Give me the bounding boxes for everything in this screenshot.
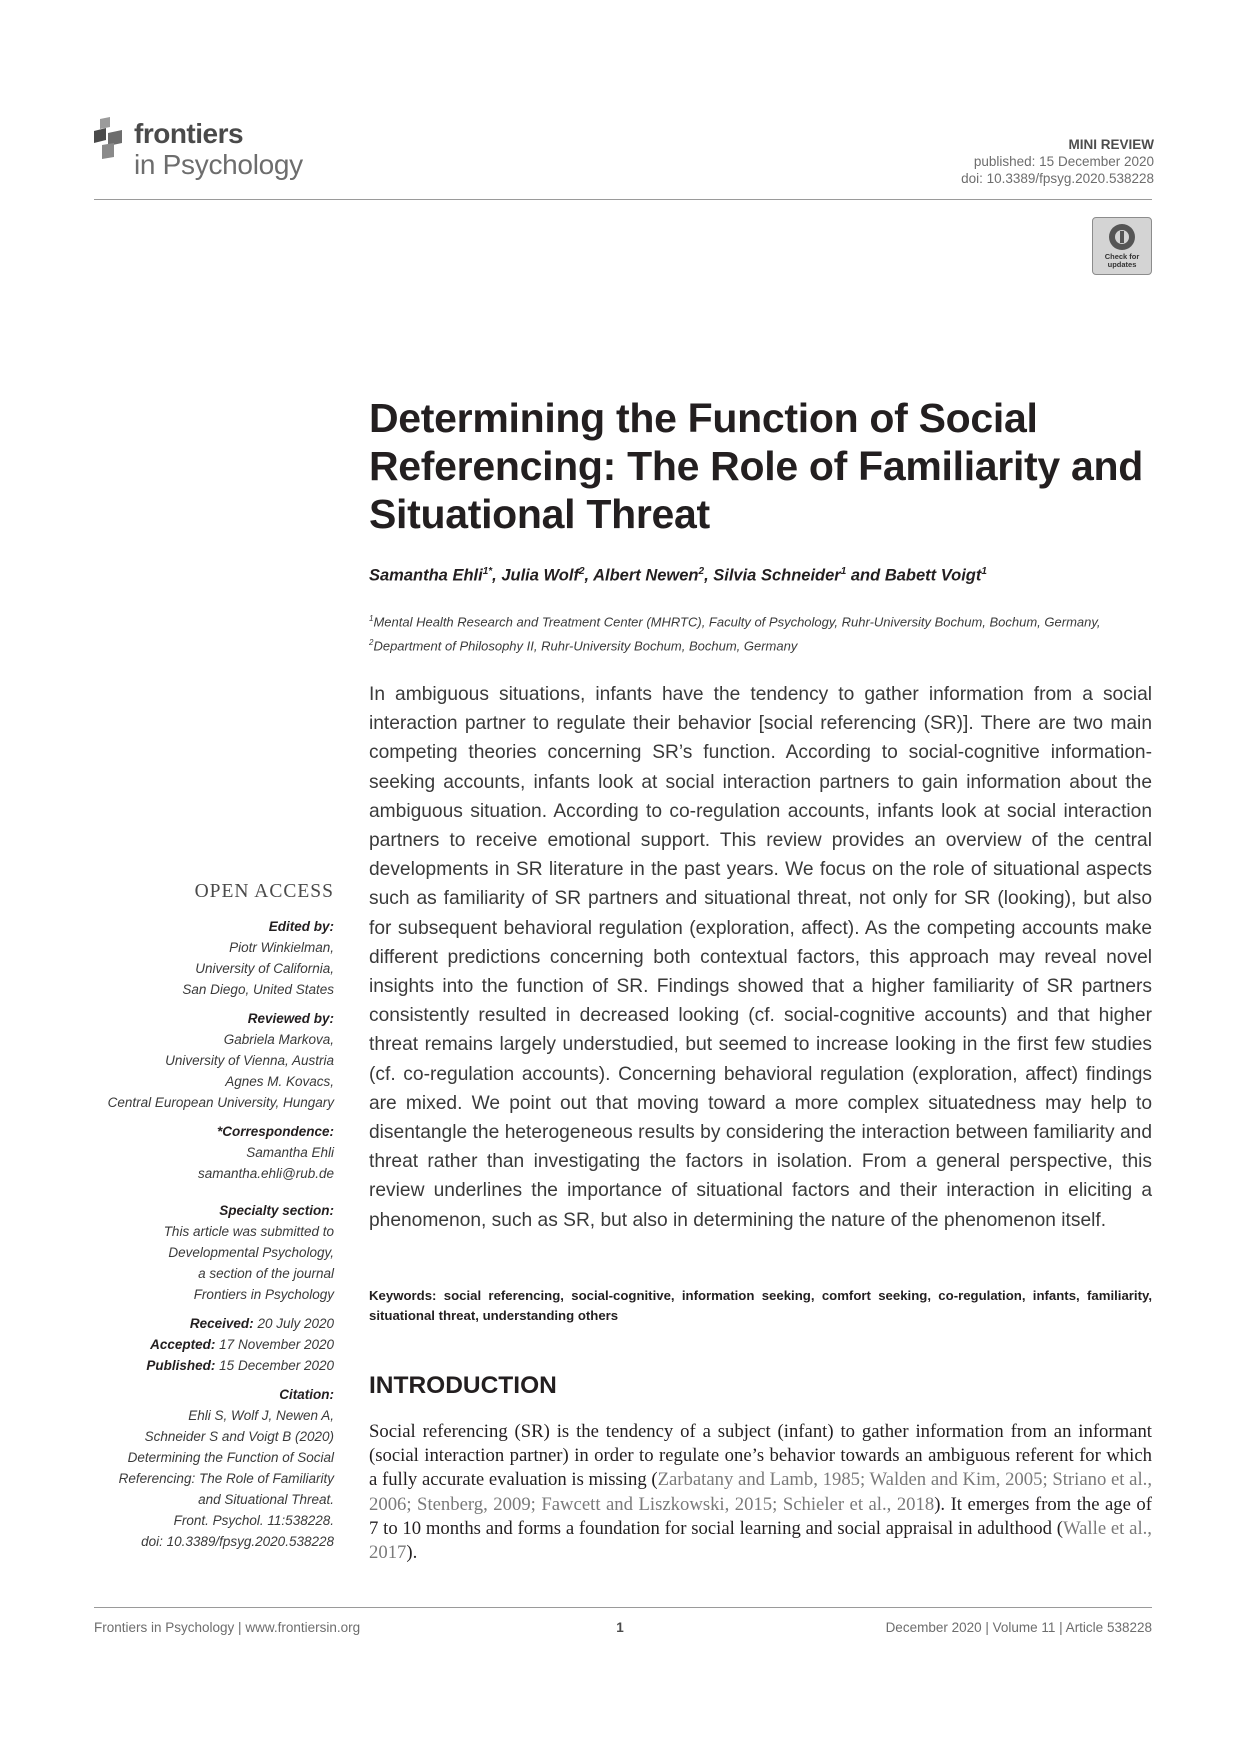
article-type: MINI REVIEW xyxy=(1068,137,1154,152)
author-affiliation-sup: 1* xyxy=(482,566,493,577)
received-value: 20 July 2020 xyxy=(253,1316,334,1331)
specialty-line: a section of the journal xyxy=(198,1266,334,1281)
section-heading-introduction: INTRODUCTION xyxy=(369,1372,557,1399)
intro-text: Social referencing (SR) is the tendency of a subject (infant) to gather information from an informant (social interaction partner) in order to regulate one’s behavior towards an ambiguous referent for which a fully accurate evaluation is missing ( xyxy=(369,1421,1152,1491)
citation-label: Citation: xyxy=(279,1387,334,1402)
author-separator: , xyxy=(704,566,714,585)
affiliation-1: Mental Health Research and Treatment Center (MHRTC), Faculty of Psychology, Ruhr-University Bochum, Bochum, Germany, xyxy=(373,614,1101,630)
citation-line: Schneider S and Voigt B (2020) xyxy=(144,1429,334,1444)
article-meta xyxy=(961,136,1154,187)
specialty-line: Frontiers in Psychology xyxy=(193,1287,334,1302)
footer-journal[interactable]: Frontiers in Psychology | www.frontiersin.org xyxy=(94,1620,361,1635)
open-access-label: OPEN ACCESS xyxy=(194,881,334,902)
check-updates-icon xyxy=(1107,222,1137,252)
specialty-line: This article was submitted to xyxy=(163,1224,334,1239)
footer-issue: December 2020 | Volume 11 | Article 538228 xyxy=(885,1620,1152,1635)
citation-line: Ehli S, Wolf J, Newen A, xyxy=(188,1408,334,1423)
citation-line: Determining the Function of Social xyxy=(127,1450,334,1465)
author-separator: , xyxy=(492,566,502,585)
correspondence-name: Samantha Ehli xyxy=(246,1145,334,1160)
author[interactable]: Albert Newen xyxy=(593,566,699,585)
author-affiliation-sup: 1 xyxy=(981,566,987,577)
citation-line: Referencing: The Role of Familiarity xyxy=(118,1471,334,1486)
citation-line: and Situational Threat. xyxy=(198,1492,334,1507)
article-title: Determining the Function of Social Referencing: The Role of Familiarity and Situational Threat xyxy=(369,395,1143,537)
author[interactable]: Silvia Schneider xyxy=(713,566,841,585)
published-label: Published: xyxy=(146,1358,216,1373)
published-value: 15 December 2020 xyxy=(215,1358,334,1373)
logo-text-journal: in Psychology xyxy=(134,149,303,180)
keywords: Keywords: social referencing, social-cognitive, information seeking, comfort seeking, co-regulation, infants, familiarity, situational threat, understanding others xyxy=(369,1288,1152,1323)
published-date-sidebar xyxy=(90,1355,334,1376)
received-label: Received: xyxy=(189,1316,254,1331)
reviewer-line: Gabriela Markova, xyxy=(223,1032,334,1047)
author-affiliation-sup: 1 xyxy=(840,566,847,577)
frontiers-logo-icon xyxy=(94,117,128,159)
header-divider xyxy=(94,199,1152,200)
author-separator: , xyxy=(584,566,594,585)
author-separator: and xyxy=(846,566,885,585)
specialty-section-label: Specialty section: xyxy=(219,1203,334,1218)
check-updates-label: Check for updates xyxy=(1104,252,1140,269)
correspondence-email[interactable]: samantha.ehli@rub.de xyxy=(197,1166,334,1181)
citation-link[interactable]: Walle et al., 2017 xyxy=(369,1517,1152,1564)
introduction-paragraph xyxy=(369,1420,1152,1565)
logo-text-frontiers: frontiers xyxy=(134,118,244,149)
journal-logo[interactable] xyxy=(94,117,334,193)
affiliations xyxy=(369,608,1129,657)
affiliation-sup: 2 xyxy=(369,638,374,648)
check-for-updates-badge[interactable] xyxy=(1092,217,1152,275)
reviewed-by-label: Reviewed by: xyxy=(247,1011,334,1026)
editor-line: San Diego, United States xyxy=(182,982,334,997)
citation-link[interactable]: Zarbatany and Lamb, 1985; Walden and Kim, 2005; Striano et al., 2006; Stenberg, 2009; Fawcett and Liszkowski, 2015; Schieler et al., 2018 xyxy=(369,1469,1152,1515)
reviewer-line: Central European University, Hungary xyxy=(107,1095,334,1110)
affiliation-sup: 1 xyxy=(369,614,374,623)
article-info-sidebar xyxy=(90,880,334,1552)
author-affiliation-sup: 2 xyxy=(578,566,585,577)
editor-line: Piotr Winkielman, xyxy=(229,940,334,955)
page-number: 1 xyxy=(616,1620,624,1635)
reviewer-line: University of Vienna, Austria xyxy=(165,1053,334,1068)
specialty-line: Developmental Psychology, xyxy=(168,1245,334,1260)
author-list xyxy=(369,566,1159,586)
reviewer-line: Agnes M. Kovacs, xyxy=(225,1074,334,1089)
affiliation-2: Department of Philosophy II, Ruhr-University Bochum, Bochum, Germany xyxy=(373,638,798,654)
author[interactable]: Julia Wolf xyxy=(501,566,579,585)
intro-text: ). It emerges from the age of 7 to 10 months and forms a foundation for social learning and social appraisal in adulthood ( xyxy=(369,1493,1152,1539)
author[interactable]: Babett Voigt xyxy=(884,566,982,585)
accepted-date xyxy=(90,1334,334,1355)
edited-by-label: Edited by: xyxy=(268,919,334,934)
accepted-value: 17 November 2020 xyxy=(215,1337,334,1352)
footer-divider xyxy=(94,1607,1152,1608)
author-affiliation-sup: 2 xyxy=(698,566,705,577)
abstract: In ambiguous situations, infants have the tendency to gather information from a social interaction partner to regulate their behavior [social referencing (SR)]. There are two main competing theories concerning SR’s function. According to social-cognitive information-seeking accounts, infants look at social interaction partners to gain information about the ambiguous situation. According to co-regulation accounts, infants look at social interaction partners to receive emotional support. This review provides an overview of the central developments in SR literature in the past years. We focus on the role of situational aspects such as familiarity of SR partners and situational threat, not only for SR (looking), but also for subsequent behavioral regulation (exploration, affect). As the competing accounts make different predictions concerning both contextual factors, this approach may reveal novel insights into the function of SR. Findings showed that a higher familiarity of SR partners consistently resulted in decreased looking (cf. social-cognitive accounts) and that higher threat remains largely understudied, but seemed to increase looking in the first few studies (cf. co-regulation accounts). Concerning behavioral regulation (exploration, affect) findings are mixed. We point out that moving toward a more complex situatedness may help to disentangle the heterogeneous results by considering the interaction between familiarity and threat rather than investigating the factors in isolation. From a general perspective, this review underlines the importance of situational factors and their interaction in eliciting a phenomenon, such as SR, but also in determining the nature of the phenomenon itself. xyxy=(369,684,1152,1231)
received-date xyxy=(90,1313,334,1334)
editor-line: University of California, xyxy=(195,961,334,976)
published-date: published: 15 December 2020 xyxy=(973,154,1154,169)
citation-line: doi: 10.3389/fpsyg.2020.538228 xyxy=(141,1534,334,1549)
correspondence-label: *Correspondence: xyxy=(216,1124,334,1139)
author[interactable]: Samantha Ehli xyxy=(369,566,483,585)
intro-text: ). xyxy=(406,1542,418,1564)
citation-line: Front. Psychol. 11:538228. xyxy=(173,1513,334,1528)
accepted-label: Accepted: xyxy=(150,1337,216,1352)
doi[interactable]: doi: 10.3389/fpsyg.2020.538228 xyxy=(961,171,1154,186)
